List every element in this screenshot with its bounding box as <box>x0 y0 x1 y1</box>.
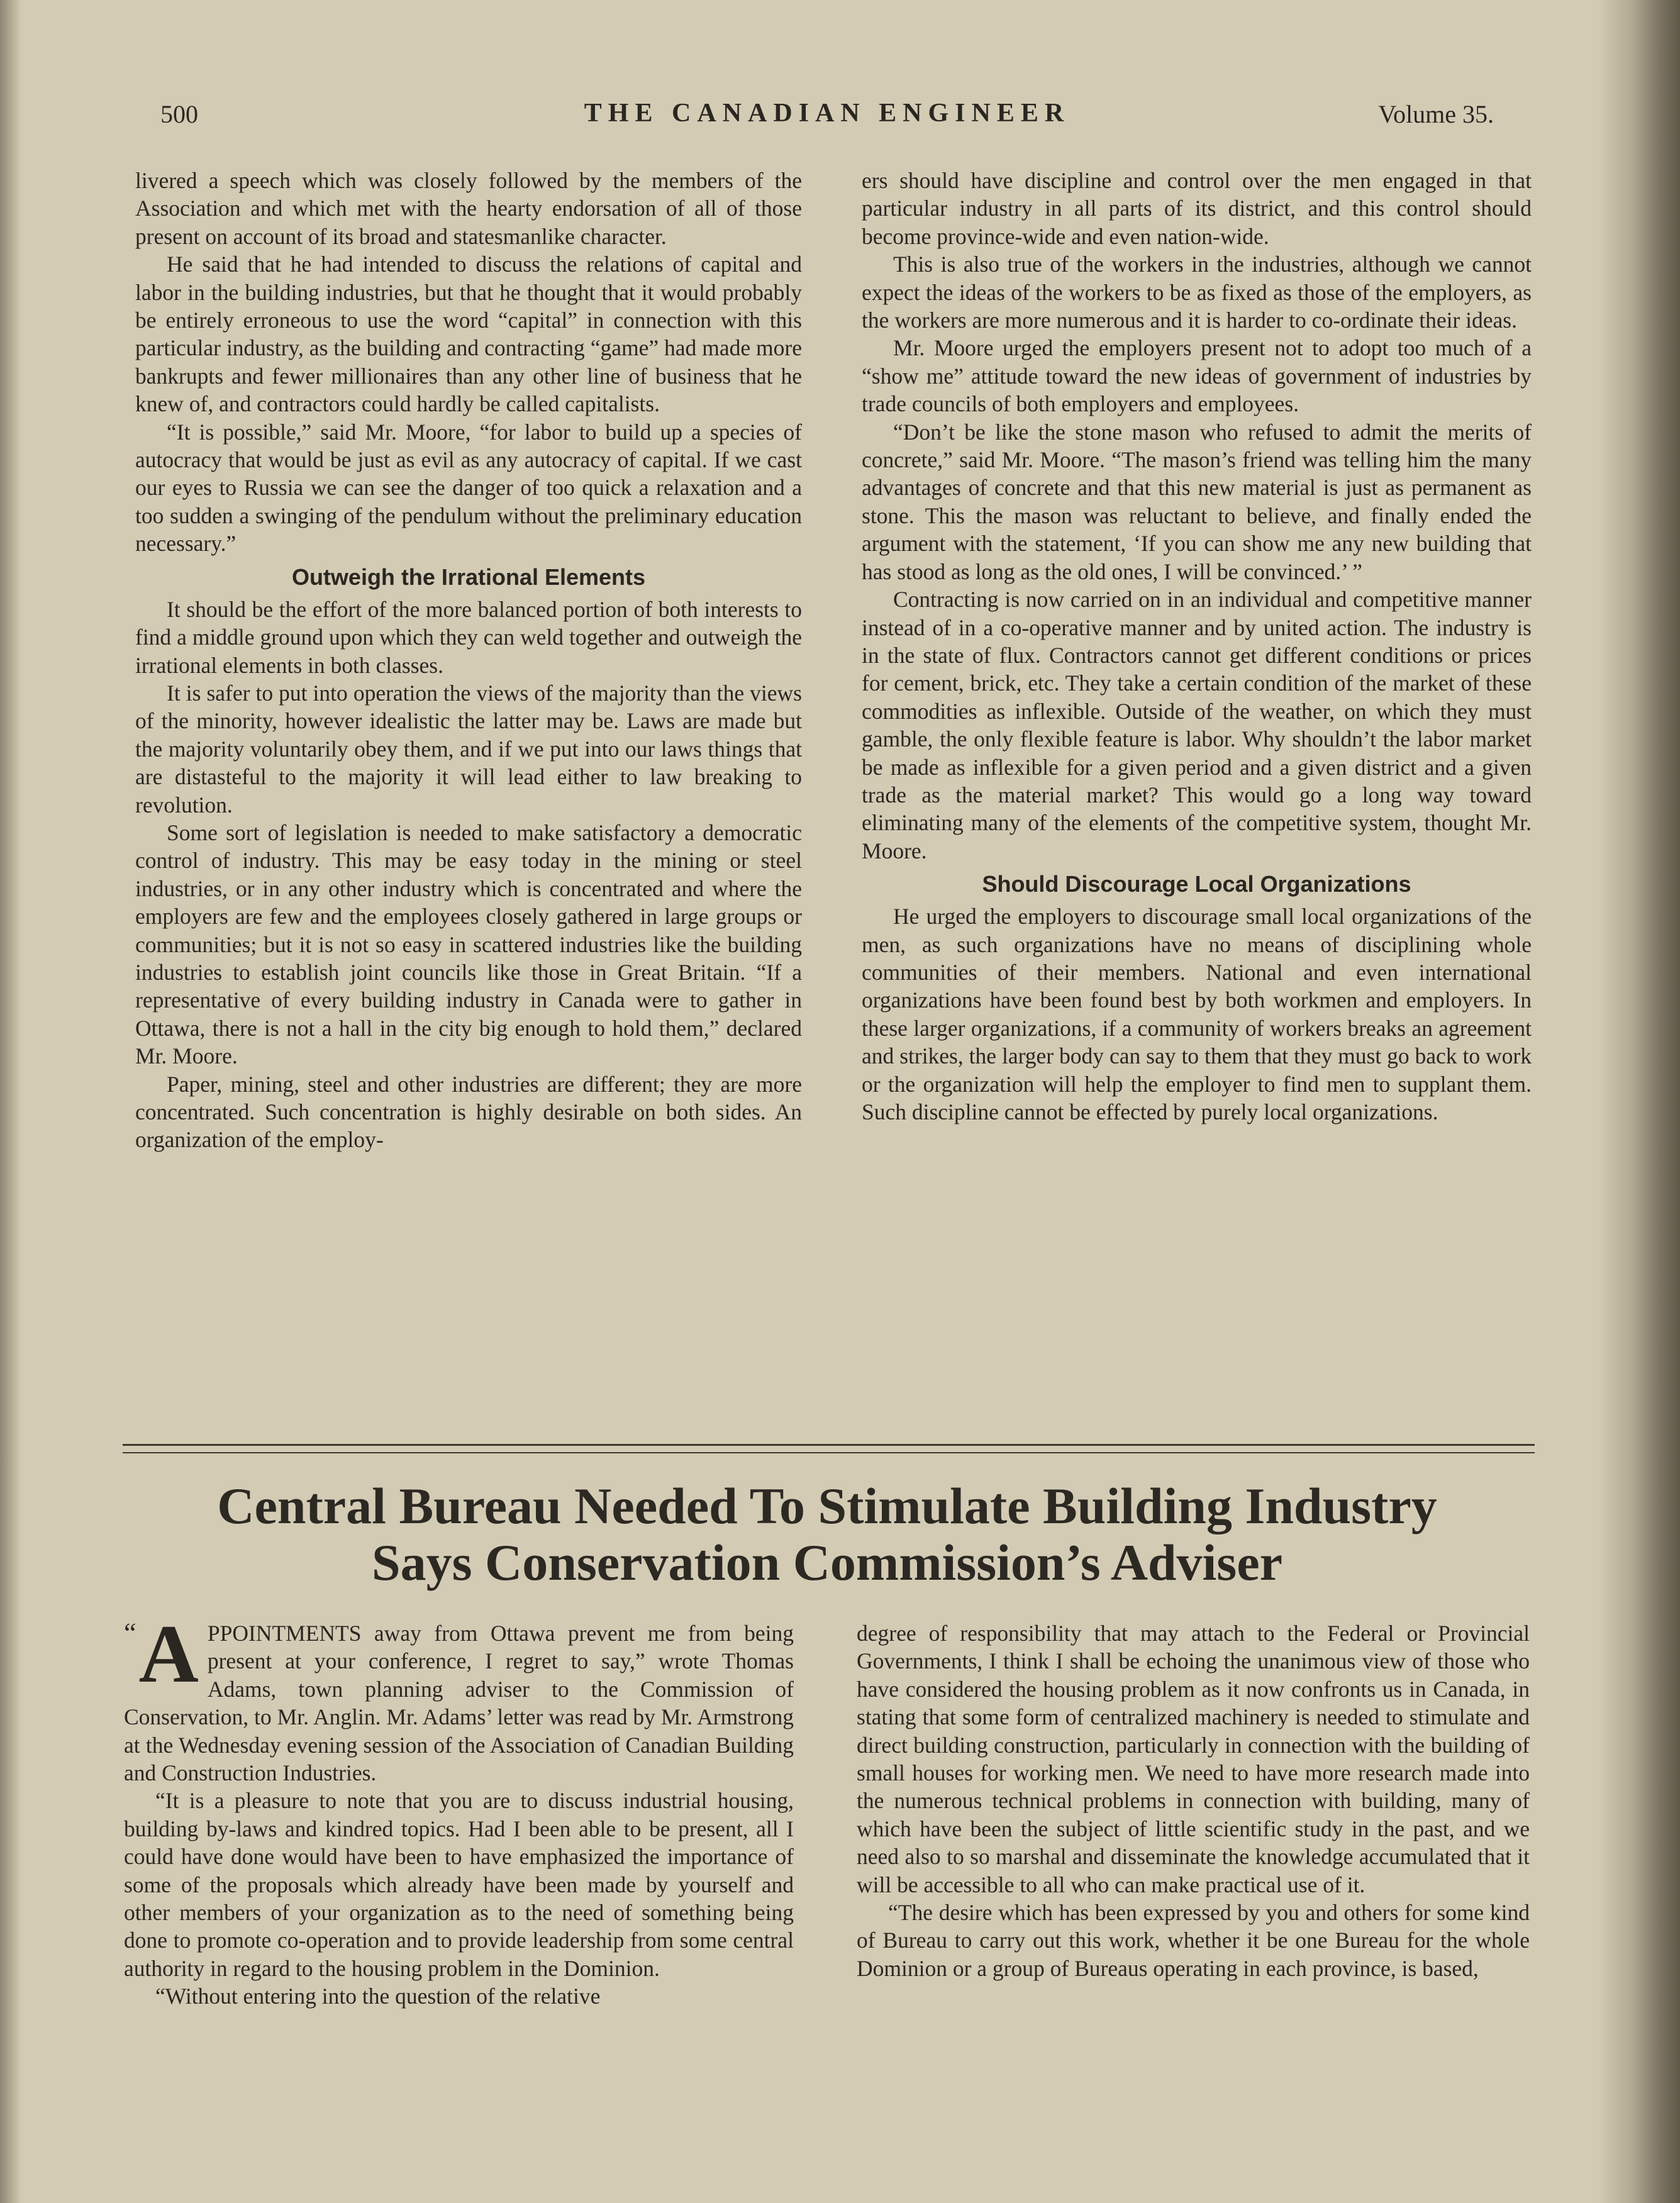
paragraph: This is also true of the workers in the industries, although we cannot expect the ideas of the workers to be as fixed as those of the employers, as the workers are more numerous and it is harder to co-ordinate their ideas. <box>862 252 1532 333</box>
paragraph: ers should have discipline and control over the men engaged in that particular industry in all parts of its district, and this control should become province-wide and even nation-wide. <box>862 168 1532 249</box>
double-rule-divider <box>123 1444 1535 1453</box>
paragraph: He said that he had intended to discuss the relations of capital and labor in the building industries, but that he thought that it would probably be entirely erroneous to use the word “capital” in connection with this particular industry, as the building and contracting “game” had made more bankrupts and fewer millionaires than any other line of business that he knew of, and contractors could hardly be called capitalists. <box>135 252 802 417</box>
paragraph: Paper, mining, steel and other industries are different; they are more concentrated. Such concentration is highly desirable on both sides. An organization of the employ- <box>135 1071 802 1153</box>
paragraph: “Without entering into the question of the relative <box>155 1984 601 2009</box>
paragraph: It should be the effort of the more balanced portion of both interests to find a middle ground upon which they can weld together and outweigh the irrational elements in both classes. <box>135 596 802 678</box>
page-number: 500 <box>160 100 198 128</box>
paragraph: “It is possible,” said Mr. Moore, “for labor to build up a species of autocracy that would be just as evil as any autocracy of capital. If we cast our eyes to Russia we can see the danger of too quick a relaxation and a too sudden a swinging of the pendulum without the preliminary education necessary.” <box>135 419 802 557</box>
paragraph <box>124 1607 794 1787</box>
page-edge-shadow-left <box>0 0 21 2203</box>
headline-line-1: Central Bureau Needed To Stimulate Building Industry <box>217 1477 1437 1534</box>
paragraph: “It is a pleasure to note that you are to discuss industrial housing, building by-laws and kindred topics. Had I been able to be present, all I could have done would have been to have emphasized the importance of some of the proposals which already have been made by yourself and other members of your organization as to the need of something being done to promote co-operation and to provide leadership from some central authority in regard to the housing problem in the Dominion. <box>124 1788 794 1981</box>
volume-label: Volume 35. <box>1378 100 1494 128</box>
paragraph: “Don’t be like the stone mason who refused to admit the merits of concrete,” said Mr. Moore. “The mason’s friend was telling him the many advantages of concrete and that this new material is just as permanent as stone. This the mason was reluctant to believe, and finally ended the argument with the statement, ‘If you can show me any new building that has stood as long as the old ones, I will be convinced.’ ” <box>862 419 1532 584</box>
drop-cap: A <box>138 1607 199 1700</box>
upper-left-column <box>135 167 802 1154</box>
running-head <box>160 94 1494 138</box>
journal-title: THE CANADIAN ENGINEER <box>584 99 1071 128</box>
paragraph: He urged the employers to discourage small local organizations of the men, as such organizations have no means of disciplining whole communities of their members. National and even international organizations have been found best by both workmen and employers. In these larger organizations, if a community of workers breaks an agreement and strikes, the larger body can say to them that they must go back to work or the organization will help the employer to find men to supplant them. Such discipline cannot be effected by purely local organizations. <box>862 904 1532 1124</box>
upper-right-column <box>862 167 1532 1126</box>
paragraph: “The desire which has been expressed by you and others for some kind of Bureau to carry out this work, whether it be one Bureau for the whole Dominion or a group of Bureaus operating in each province, is based, <box>857 1900 1530 1981</box>
headline-line-2: Says Conservation Commission’s Adviser <box>371 1534 1282 1591</box>
page-edge-shadow-right <box>1598 0 1680 2203</box>
paragraph: livered a speech which was closely followed by the members of the Association and which met with the hearty endorsation of all of those present on account of its broad and statesmanlike character. <box>135 168 802 249</box>
paragraph: It is safer to put into operation the views of the majority than the views of the minority, however idealistic the latter may be. Laws are made but the majority voluntarily obey them, and if we put into our laws things that are distasteful to the majority it will lead either to law breaking to revolution. <box>135 680 802 818</box>
paragraph: Some sort of legislation is needed to make satisfactory a democratic control of industry. This may be easy today in the mining or steel industries, or in any other industry which is concentrated and where the employers are few and the employees closely gathered in large groups or communities; but it is not so easy in scattered industries like the building industries to establish joint councils like those in Great Britain. “If a representative of every building industry in Canada were to gather in Ottawa, there is not a hall in the city big enough to hold them,” declared Mr. Moore. <box>135 819 802 1069</box>
opening-quote: “ <box>124 1618 136 1648</box>
article-left-column <box>124 1607 794 2011</box>
paragraph: Contracting is now carried on in an individual and competitive manner instead of in a co-operative manner and by united action. The industry is in the state of flux. Contractors cannot get different conditions or prices for cement, brick, etc. They take a certain condition of the market of these commodities as inflexible. Outside of the weather, on which they must gamble, the only flexible feature is labor. Why shouldn’t the labor market be made as inflexible for a given period and a given district and a given trade as the material market? This would go a long way toward eliminating many of the elements of the competitive system, thought Mr. Moore. <box>862 587 1532 863</box>
section-heading: Outweigh the Irrational Elements <box>291 563 646 590</box>
article-right-column <box>857 1619 1530 1982</box>
paragraph-text: PPOINTMENTS away from Ottawa prevent me from being present at your conference, I regret to say,” wrote Thomas Adams, town planning adviser to the Commission of Conservation, to Mr. Anglin. Mr. Adams’ letter was read by Mr. Armstrong at the Wednesday evening session of the Association of Canadian Building and Construction Industries. <box>124 1621 794 1786</box>
article-headline <box>107 1478 1547 1591</box>
section-heading: Should Discourage Local Organizations <box>982 871 1411 897</box>
paragraph: degree of responsibility that may attach to the Federal or Provincial Governments, I think I shall be echoing the unanimous view of those who have considered the housing problem as it now confronts us in Canada, in stating that some form of centralized machinery is needed to stimulate and direct building construction, particularly in connection with the building of small houses for working men. We need to have more research made into the numerous technical problems in connection with building, many of which have been the subject of little scientific study in the past, and we need also to so marshal and disseminate the knowledge accumulated that it will be accessible to all who can make practical use of it. <box>857 1621 1530 1897</box>
paragraph: Mr. Moore urged the employers present not to adopt too much of a “show me” attitude toward the new ideas of government of industries by trade councils of both employers and employees. <box>862 335 1532 417</box>
